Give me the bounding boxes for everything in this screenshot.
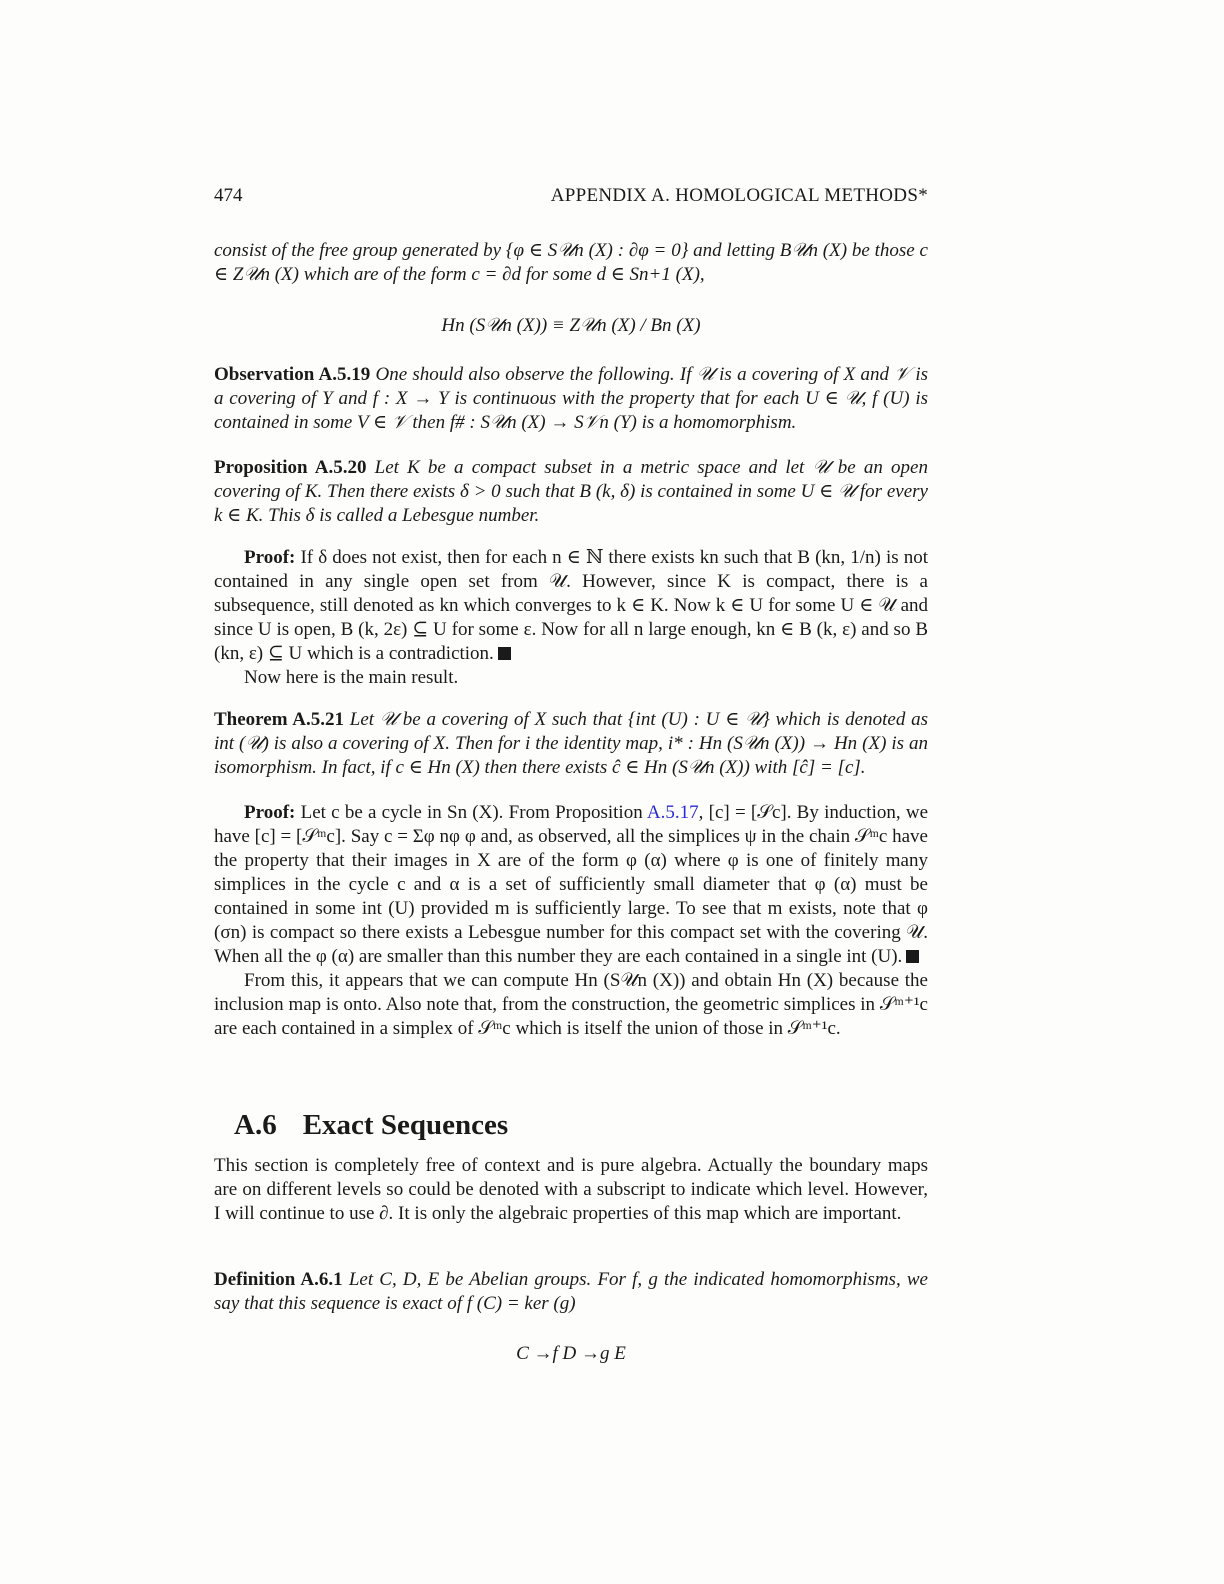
section-intro — [214, 1154, 928, 1226]
theorem-label: Theorem A.5.21 — [214, 709, 344, 730]
observation-label: Observation A.5.19 — [214, 364, 371, 385]
proof-2 — [214, 801, 928, 1041]
proof-1-label: Proof: — [244, 547, 296, 568]
definition-label: Definition A.6.1 — [214, 1269, 343, 1290]
proof-2-text-b: , [c] = [𝒮c]. By induction, we have [c] = [𝒮ᵐc]. Say c = Σφ nφ φ and, as observed, all the simplices ψ in the chain 𝒮ᵐc have the property that their images in X are of the form φ (α) where φ is one of finitely many simplices in the cycle c and α is a set of sufficiently small diameter that φ (α) must be contained in some int (U) provided m is sufficiently large. To see that m exists, note that φ (σn) is compact so there exists a Lebesgue number for this compact set with the covering 𝒰. When all the φ (α) are smaller than this number they are each contained in a single int (U). — [214, 802, 929, 967]
proof-2-label: Proof: — [244, 802, 296, 823]
section-heading — [234, 1107, 508, 1143]
intro-paragraph — [214, 239, 928, 287]
observation-block — [214, 363, 928, 435]
section-title: Exact Sequences — [302, 1109, 509, 1141]
section-number: A.6 — [234, 1109, 277, 1141]
proposition-text: Let K be a compact subset in a metric space and let 𝒰 be an open covering of K. Then there exists δ > 0 such that B (k, δ) is contained in some U ∈ 𝒰 for every k ∈ K. This δ is called a Lebesgue number. — [214, 457, 928, 526]
proposition-label: Proposition A.5.20 — [214, 457, 367, 478]
proof-1-after: Now here is the main result. — [244, 667, 459, 688]
proof-2-text-a: Let c be a cycle in Sn (X). From Proposition — [300, 802, 647, 823]
proof-2-after: From this, it appears that we can compute Hn (S𝒰n (X)) and obtain Hn (X) because the inclusion map is onto. Also note that, from the construction, the geometric simplices in 𝒮ᵐ⁺¹c are each contained in a simplex of 𝒮ᵐc which is itself the union of those in 𝒮ᵐ⁺¹c. — [214, 970, 928, 1039]
proof-1 — [214, 546, 928, 690]
qed-square-icon — [906, 950, 919, 963]
intro-text: consist of the free group generated by {φ ∈ S𝒰n (X) : ∂φ = 0} and letting B𝒰n (X) be those c ∈ Z𝒰n (X) which are of the form c = ∂d for some d ∈ Sn+1 (X), — [214, 240, 928, 285]
page-header — [214, 184, 928, 208]
theorem-text: Let 𝒰 be a covering of X such that {int (U) : U ∈ 𝒰} which is denoted as int (𝒰) is also a covering of X. Then for i the identity map, i* : Hn (S𝒰n (X)) → Hn (X) is an isomorphism. In fact, if c ∈ Hn (X) then there exists ĉ ∈ Hn (S𝒰n (X)) with [ĉ] = [c]. — [214, 709, 929, 778]
qed-square-icon — [498, 647, 511, 660]
exact-sequence-equation: C →f D →g E — [516, 1343, 626, 1364]
proof-1-text: If δ does not exist, then for each n ∈ ℕ there exists kn such that B (kn, 1/n) is not contained in any single open set from 𝒰. However, since K is compact, there is a subsequence, still denoted as kn which converges to k ∈ K. Now k ∈ U for some U ∈ 𝒰 and since U is open, B (k, 2ε) ⊆ U for some ε. Now for all n large enough, kn ∈ B (k, ε) and so B (kn, ε) ⊆ U which is a contradiction. — [214, 547, 929, 664]
definition-block — [214, 1268, 928, 1316]
proposition-ref-link[interactable]: A.5.17 — [646, 802, 699, 823]
proposition-block — [214, 456, 928, 528]
theorem-block — [214, 708, 928, 780]
observation-text: One should also observe the following. If 𝒰 is a covering of X and 𝒱 is a covering of Y and f : X → Y is continuous with the property that for each U ∈ 𝒰, f (U) is contained in some V ∈ 𝒱 then f# : S𝒰n (X) → S𝒱n (Y) is a homomorphism. — [214, 364, 929, 433]
section-text: This section is completely free of context and is pure algebra. Actually the boundary maps are on different levels so could be denoted with a subscript to indicate which level. However, I will continue to use ∂. It is only the algebraic properties of this map which are important. — [214, 1155, 928, 1224]
page-number: 474 — [214, 185, 243, 206]
definition-text: Let C, D, E be Abelian groups. For f, g the indicated homomorphisms, we say that this sequence is exact of f (C) = ker (g) — [214, 1269, 928, 1314]
homology-equation: Hn (S𝒰n (X)) ≡ Z𝒰n (X) / Bn (X) — [441, 315, 701, 336]
running-title: APPENDIX A. HOMOLOGICAL METHODS* — [550, 185, 928, 206]
